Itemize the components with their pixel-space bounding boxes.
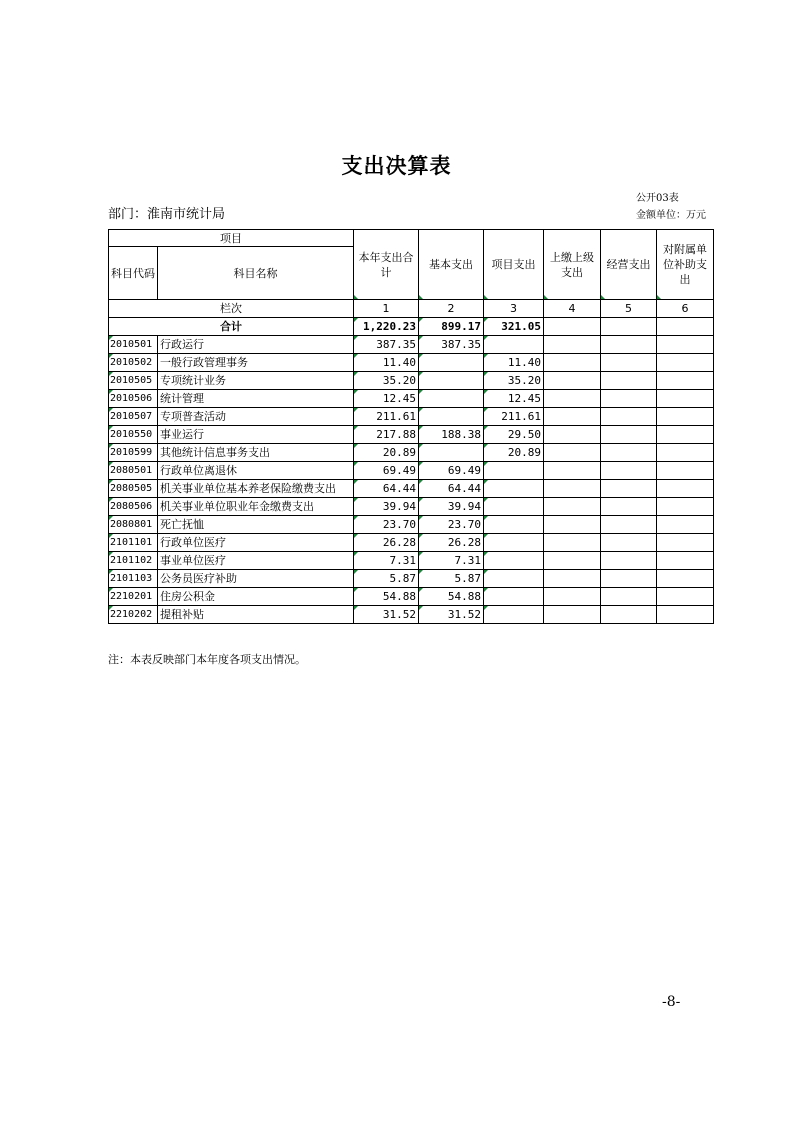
table-row	[109, 444, 714, 462]
row-basic: 39.94	[419, 498, 484, 516]
row-name: 事业单位医疗	[158, 552, 354, 570]
total-row	[109, 318, 714, 336]
row-business	[601, 390, 657, 408]
row-project: 35.20	[484, 372, 544, 390]
row-project	[484, 606, 544, 624]
row-code: 2010550	[109, 426, 158, 444]
header-total: 本年支出合计	[354, 230, 419, 300]
row-business	[601, 444, 657, 462]
table-row	[109, 534, 714, 552]
header-code: 科目代码	[109, 247, 158, 300]
row-total: 217.88	[354, 426, 419, 444]
page-title: 支出决算表	[341, 154, 452, 178]
col-number: 5	[601, 300, 657, 318]
total-upper	[544, 318, 601, 336]
row-subsidy	[657, 372, 714, 390]
row-total: 387.35	[354, 336, 419, 354]
row-business	[601, 516, 657, 534]
col-number: 2	[419, 300, 484, 318]
row-business	[601, 426, 657, 444]
row-basic	[419, 444, 484, 462]
row-upper	[544, 426, 601, 444]
row-upper	[544, 336, 601, 354]
row-code: 2010599	[109, 444, 158, 462]
row-business	[601, 498, 657, 516]
row-total: 69.49	[354, 462, 419, 480]
row-total: 35.20	[354, 372, 419, 390]
row-project: 11.40	[484, 354, 544, 372]
row-name: 住房公积金	[158, 588, 354, 606]
total-business	[601, 318, 657, 336]
table-row	[109, 390, 714, 408]
row-upper	[544, 444, 601, 462]
row-business	[601, 606, 657, 624]
form-number: 公开03表	[636, 193, 679, 204]
row-project	[484, 588, 544, 606]
row-name: 专项统计业务	[158, 372, 354, 390]
row-total: 7.31	[354, 552, 419, 570]
row-business	[601, 372, 657, 390]
table-row	[109, 336, 714, 354]
row-project: 12.45	[484, 390, 544, 408]
table-row	[109, 588, 714, 606]
row-project	[484, 480, 544, 498]
row-upper	[544, 498, 601, 516]
total-subsidy	[657, 318, 714, 336]
table-row	[109, 516, 714, 534]
col-number: 6	[657, 300, 714, 318]
row-upper	[544, 372, 601, 390]
row-subsidy	[657, 354, 714, 372]
row-basic: 64.44	[419, 480, 484, 498]
amount-unit-label: 金额单位：万元	[636, 210, 706, 221]
row-upper	[544, 390, 601, 408]
row-project: 29.50	[484, 426, 544, 444]
row-subsidy	[657, 408, 714, 426]
row-total: 54.88	[354, 588, 419, 606]
row-code: 2080501	[109, 462, 158, 480]
row-basic	[419, 354, 484, 372]
row-upper	[544, 408, 601, 426]
row-subsidy	[657, 570, 714, 588]
row-code: 2080801	[109, 516, 158, 534]
row-name: 事业运行	[158, 426, 354, 444]
row-subsidy	[657, 444, 714, 462]
expenditure-table	[108, 229, 714, 624]
header-basic: 基本支出	[419, 230, 484, 300]
row-basic: 54.88	[419, 588, 484, 606]
row-business	[601, 534, 657, 552]
row-name: 公务员医疗补助	[158, 570, 354, 588]
row-business	[601, 354, 657, 372]
table-row	[109, 354, 714, 372]
row-upper	[544, 516, 601, 534]
header-project: 项目支出	[484, 230, 544, 300]
row-name: 提租补贴	[158, 606, 354, 624]
row-total: 211.61	[354, 408, 419, 426]
row-basic: 23.70	[419, 516, 484, 534]
header-name: 科目名称	[158, 247, 354, 300]
row-project	[484, 552, 544, 570]
page-number: -8-	[662, 994, 681, 1010]
row-subsidy	[657, 462, 714, 480]
row-basic: 188.38	[419, 426, 484, 444]
row-code: 2080506	[109, 498, 158, 516]
row-total: 23.70	[354, 516, 419, 534]
table-row	[109, 570, 714, 588]
row-subsidy	[657, 588, 714, 606]
table-row	[109, 372, 714, 390]
table-row	[109, 462, 714, 480]
row-subsidy	[657, 480, 714, 498]
row-business	[601, 552, 657, 570]
row-subsidy	[657, 534, 714, 552]
table-row	[109, 426, 714, 444]
row-basic: 26.28	[419, 534, 484, 552]
row-code: 2101102	[109, 552, 158, 570]
row-basic: 31.52	[419, 606, 484, 624]
row-name: 行政运行	[158, 336, 354, 354]
col-number: 3	[484, 300, 544, 318]
row-subsidy	[657, 552, 714, 570]
row-basic: 5.87	[419, 570, 484, 588]
row-project	[484, 462, 544, 480]
row-basic	[419, 408, 484, 426]
row-business	[601, 336, 657, 354]
row-upper	[544, 570, 601, 588]
row-basic	[419, 390, 484, 408]
row-total: 64.44	[354, 480, 419, 498]
row-name: 其他统计信息事务支出	[158, 444, 354, 462]
column-label: 栏次	[109, 300, 354, 318]
row-business	[601, 408, 657, 426]
row-upper	[544, 588, 601, 606]
row-project	[484, 498, 544, 516]
row-code: 2210201	[109, 588, 158, 606]
row-name: 行政单位离退休	[158, 462, 354, 480]
total-total: 1,220.23	[354, 318, 419, 336]
row-upper	[544, 552, 601, 570]
total-basic: 899.17	[419, 318, 484, 336]
row-total: 20.89	[354, 444, 419, 462]
row-subsidy	[657, 426, 714, 444]
row-project: 20.89	[484, 444, 544, 462]
row-upper	[544, 480, 601, 498]
total-project: 321.05	[484, 318, 544, 336]
row-name: 行政单位医疗	[158, 534, 354, 552]
row-total: 39.94	[354, 498, 419, 516]
row-code: 2101103	[109, 570, 158, 588]
row-upper	[544, 606, 601, 624]
header-upper: 上缴上级支出	[544, 230, 601, 300]
row-name: 专项普查活动	[158, 408, 354, 426]
row-subsidy	[657, 336, 714, 354]
row-name: 统计管理	[158, 390, 354, 408]
row-code: 2080505	[109, 480, 158, 498]
row-subsidy	[657, 390, 714, 408]
table-row	[109, 552, 714, 570]
total-label: 合计	[109, 318, 354, 336]
row-code: 2010507	[109, 408, 158, 426]
row-business	[601, 462, 657, 480]
row-total: 11.40	[354, 354, 419, 372]
row-code: 2101101	[109, 534, 158, 552]
row-code: 2210202	[109, 606, 158, 624]
row-upper	[544, 534, 601, 552]
header-subsidy: 对附属单位补助支出	[657, 230, 714, 300]
department-label: 部门：淮南市统计局	[108, 207, 226, 222]
row-total: 5.87	[354, 570, 419, 588]
row-name: 一般行政管理事务	[158, 354, 354, 372]
row-project: 211.61	[484, 408, 544, 426]
table-row	[109, 498, 714, 516]
row-name: 机关事业单位职业年金缴费支出	[158, 498, 354, 516]
row-code: 2010505	[109, 372, 158, 390]
row-business	[601, 588, 657, 606]
row-project	[484, 336, 544, 354]
header-business: 经营支出	[601, 230, 657, 300]
row-project	[484, 516, 544, 534]
table-row	[109, 408, 714, 426]
row-upper	[544, 354, 601, 372]
row-code: 2010506	[109, 390, 158, 408]
row-basic: 387.35	[419, 336, 484, 354]
row-business	[601, 480, 657, 498]
row-subsidy	[657, 516, 714, 534]
header-item: 项目	[109, 230, 354, 247]
row-project	[484, 570, 544, 588]
row-code: 2010501	[109, 336, 158, 354]
row-code: 2010502	[109, 354, 158, 372]
row-name: 机关事业单位基本养老保险缴费支出	[158, 480, 354, 498]
col-number: 4	[544, 300, 601, 318]
row-project	[484, 534, 544, 552]
row-basic	[419, 372, 484, 390]
row-upper	[544, 462, 601, 480]
row-basic: 7.31	[419, 552, 484, 570]
table-row	[109, 606, 714, 624]
row-subsidy	[657, 606, 714, 624]
row-total: 12.45	[354, 390, 419, 408]
row-total: 26.28	[354, 534, 419, 552]
row-total: 31.52	[354, 606, 419, 624]
footnote: 注：本表反映部门本年度各项支出情况。	[108, 653, 306, 666]
col-number: 1	[354, 300, 419, 318]
row-business	[601, 570, 657, 588]
table-row	[109, 480, 714, 498]
row-subsidy	[657, 498, 714, 516]
row-basic: 69.49	[419, 462, 484, 480]
row-name: 死亡抚恤	[158, 516, 354, 534]
